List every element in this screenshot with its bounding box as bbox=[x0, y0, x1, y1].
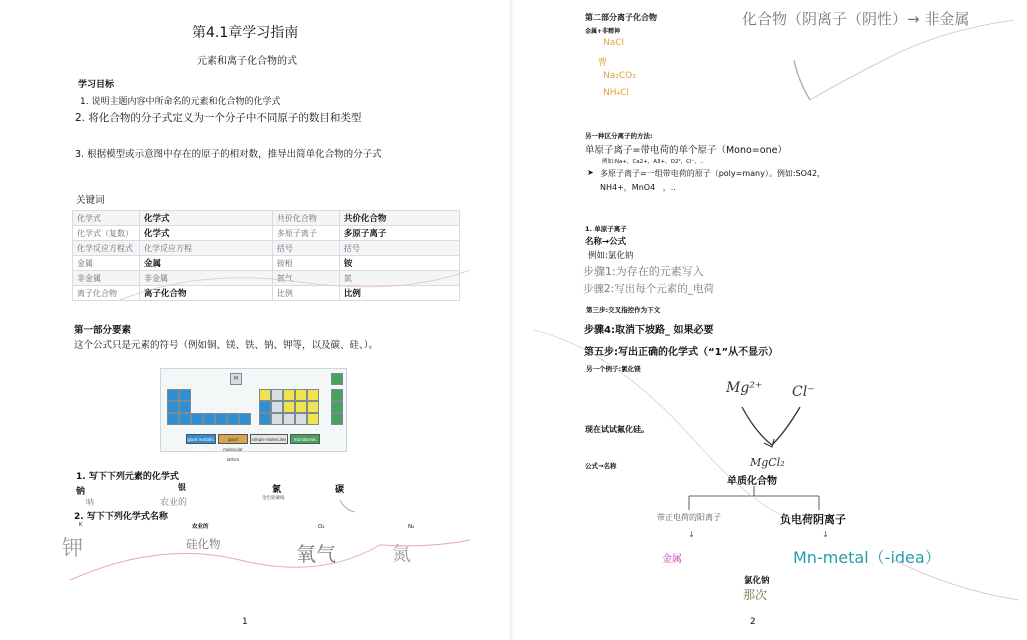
table-cell: 共价化合物 bbox=[272, 211, 339, 226]
table-cell: 括号 bbox=[339, 241, 459, 256]
element-cell bbox=[331, 401, 343, 413]
ex2-answer: 氮 bbox=[392, 543, 412, 565]
table-cell: 化学式 bbox=[140, 226, 273, 241]
table-row bbox=[73, 211, 460, 226]
single-ion-def: 单原子离子=带电荷的单个原子（Mono=one） bbox=[585, 145, 787, 156]
exercise-1: 1. 写下下列元素的化学式 bbox=[76, 472, 179, 482]
table-cell: 化学式 bbox=[73, 211, 140, 226]
ex2-answer: 钾 bbox=[62, 536, 83, 560]
element-cell bbox=[215, 413, 227, 425]
single-ion-example: 例如:Na+，Ca2+，A3+，O2²，Cl⁻，.. bbox=[602, 159, 704, 165]
example-formula: Na₂CO₃ bbox=[603, 71, 636, 81]
bottom-label: 氯化钠 bbox=[744, 576, 770, 586]
element-cell: H bbox=[230, 373, 242, 385]
table-cell: 括号 bbox=[272, 241, 339, 256]
ex1-label: 钠 bbox=[76, 487, 86, 497]
step-4: 步骤4:取消下坡路_ 如果必要 bbox=[584, 325, 714, 336]
step-2: 步骤2:写出每个元素的_电荷 bbox=[583, 283, 714, 295]
element-cell bbox=[227, 413, 239, 425]
ex1-label: 碳 bbox=[335, 485, 345, 495]
element-cell bbox=[271, 401, 283, 413]
table-cell: 化学反应方程 bbox=[140, 241, 273, 256]
keywords-heading: 关键词 bbox=[76, 195, 105, 206]
ex2-answer: 氧气 bbox=[296, 542, 336, 566]
table-cell: 离子化合物 bbox=[140, 286, 273, 301]
element-cell bbox=[331, 373, 343, 385]
table-cell: 比例 bbox=[272, 286, 339, 301]
table-cell: 离子化合物 bbox=[73, 286, 140, 301]
table-cell: 化学式 bbox=[140, 211, 273, 226]
element-cell bbox=[259, 389, 271, 401]
element-cell bbox=[283, 389, 295, 401]
page-1 bbox=[0, 0, 512, 640]
table-cell: 多原子离子 bbox=[339, 226, 459, 241]
element-cell bbox=[295, 401, 307, 413]
handwritten-ion: Cl⁻ bbox=[792, 384, 815, 400]
down-arrow-icon: ↓ bbox=[688, 530, 695, 539]
legend-lattice: good molecular lattice bbox=[218, 434, 248, 444]
exercise-2: 2. 写下下列化学式名称 bbox=[74, 512, 168, 522]
page-title: 第4.1章学习指南 bbox=[192, 25, 299, 41]
table-row bbox=[73, 271, 460, 286]
table-row bbox=[73, 241, 460, 256]
ex2-formula: O₂ bbox=[318, 524, 325, 530]
element-cell bbox=[295, 389, 307, 401]
tree-left: 带正电荷的阳离子 bbox=[657, 513, 721, 522]
try-text: 现在试试氟化硅。 bbox=[585, 425, 649, 434]
objective-item: 1. 说明主题内容中所命名的元素和化合物的化学式 bbox=[80, 97, 281, 107]
table-row bbox=[73, 286, 460, 301]
table-cell: 非金属 bbox=[140, 271, 273, 286]
example-formula: NaCl bbox=[603, 38, 625, 48]
step-1: 步骤1:为存在的元素写入 bbox=[583, 265, 704, 278]
cross-arrows bbox=[734, 403, 814, 453]
formula-to-name: 公式→名称 bbox=[585, 462, 617, 470]
ex1-answer: 呐 bbox=[86, 498, 94, 507]
objectives-heading: 学习目标 bbox=[78, 80, 115, 90]
element-cell bbox=[179, 389, 191, 401]
table-cell: 氮 bbox=[339, 271, 459, 286]
element-cell bbox=[271, 389, 283, 401]
ex1-answer: 农业的 bbox=[160, 498, 188, 508]
element-cell bbox=[283, 413, 295, 425]
tree-branches bbox=[679, 484, 829, 514]
ex2-formula: N₂ bbox=[408, 524, 415, 530]
page-number: 1 bbox=[242, 617, 248, 627]
step-3: 第三步:交叉指控作为下文 bbox=[586, 306, 661, 314]
ex2-formula: K bbox=[79, 522, 83, 528]
element-cell bbox=[167, 413, 179, 425]
part1-heading: 第一部分要素 bbox=[74, 325, 132, 336]
element-cell bbox=[191, 413, 203, 425]
ex1-label: 氯 bbox=[272, 485, 282, 495]
element-cell bbox=[307, 389, 319, 401]
tree-left-leaf: 金属 bbox=[662, 554, 682, 565]
example-formula: 曹 bbox=[598, 58, 608, 68]
table-cell: 氮气 bbox=[272, 271, 339, 286]
poly-ion-def: 多原子离子=一组带电荷的原子（poly=many）。例如:SO42， bbox=[600, 169, 826, 178]
element-cell bbox=[283, 401, 295, 413]
element-cell bbox=[239, 413, 251, 425]
handwritten-formula: MgCl₂ bbox=[750, 456, 785, 469]
keywords-table bbox=[72, 210, 460, 301]
objective-item: 3. 根据模型或示意图中存在的原子的相对数，推导出简单化合物的分子式 bbox=[75, 149, 382, 160]
step-heading: 1. 单原子离子 bbox=[585, 225, 627, 233]
corner-note: 化合物（阴离子（阴性）→ 非金属 bbox=[742, 10, 970, 28]
bottom-answer: 那次 bbox=[743, 588, 768, 602]
another-example: 另一个例子:氯化镁 bbox=[586, 365, 641, 373]
element-cell bbox=[167, 401, 179, 413]
element-cell bbox=[307, 401, 319, 413]
part1-text: 这个公式只是元素的符号（例如铜、镁、铁、钠、钾等，以及碳、硅、）。 bbox=[74, 340, 379, 351]
ex1-note: 金色轮廓线 bbox=[262, 496, 285, 501]
poly-ion-cont: NH4+，MnO4 ，.. bbox=[600, 183, 676, 192]
element-cell bbox=[167, 389, 179, 401]
element-cell bbox=[307, 413, 319, 425]
element-cell bbox=[203, 413, 215, 425]
table-cell: 化学反应方程式 bbox=[73, 241, 140, 256]
ex2-answer: 硅化物 bbox=[186, 537, 221, 551]
element-cell bbox=[179, 401, 191, 413]
legend-metallic: good metallic solids bbox=[186, 434, 216, 444]
table-cell: 金属 bbox=[140, 256, 273, 271]
table-cell: 铵根 bbox=[272, 256, 339, 271]
down-arrow-icon: ↓ bbox=[822, 530, 829, 539]
tree-root: 单质化合物 bbox=[727, 476, 777, 487]
element-cell bbox=[259, 401, 271, 413]
part2-sub: 金属+非精神 bbox=[585, 28, 621, 35]
tree-right-leaf: Mn-metal（-idea） bbox=[793, 548, 941, 567]
table-cell: 比例 bbox=[339, 286, 459, 301]
page-2 bbox=[514, 0, 1027, 640]
part2-heading: 第二部分离子化合物 bbox=[585, 13, 657, 22]
step-5: 第五步:写出正确的化学式（“1”从不显示） bbox=[584, 347, 779, 358]
element-cell bbox=[259, 413, 271, 425]
element-cell bbox=[179, 413, 191, 425]
ex2-formula: 农业的 bbox=[192, 524, 209, 530]
table-cell: 多原子离子 bbox=[272, 226, 339, 241]
table-cell: 化学式（复数） bbox=[73, 226, 140, 241]
table-row bbox=[73, 226, 460, 241]
table-row bbox=[73, 256, 460, 271]
table-cell: 铵 bbox=[339, 256, 459, 271]
element-cell bbox=[331, 413, 343, 425]
objective-item: 2. 将化合物的分子式定义为一个分子中不同原子的数目和类型 bbox=[75, 112, 362, 124]
example-line: 例如:氯化钠 bbox=[588, 251, 634, 261]
method-heading: 另一种区分离子的方法: bbox=[585, 132, 653, 140]
pen-strokes bbox=[514, 0, 1027, 640]
example-formula: NH₄Cl bbox=[603, 88, 629, 98]
page-number: 2 bbox=[750, 617, 756, 627]
legend-molecules: simple molecules bbox=[250, 434, 288, 444]
legend-monatomic: monatomic bbox=[290, 434, 320, 444]
element-cell bbox=[271, 413, 283, 425]
tree-right: 负电荷阴离子 bbox=[780, 513, 846, 526]
ex1-label: 银 bbox=[178, 483, 186, 492]
page-subtitle: 元素和离子化合物的式 bbox=[197, 56, 297, 67]
name-to-formula: 名称→公式 bbox=[585, 237, 627, 247]
table-cell: 金属 bbox=[73, 256, 140, 271]
table-cell: 共价化合物 bbox=[339, 211, 459, 226]
table-cell: 非金属 bbox=[73, 271, 140, 286]
element-cell bbox=[295, 413, 307, 425]
handwritten-ion: Mg²⁺ bbox=[726, 380, 763, 396]
arrow-icon: ➤ bbox=[587, 168, 594, 177]
element-cell bbox=[331, 389, 343, 401]
